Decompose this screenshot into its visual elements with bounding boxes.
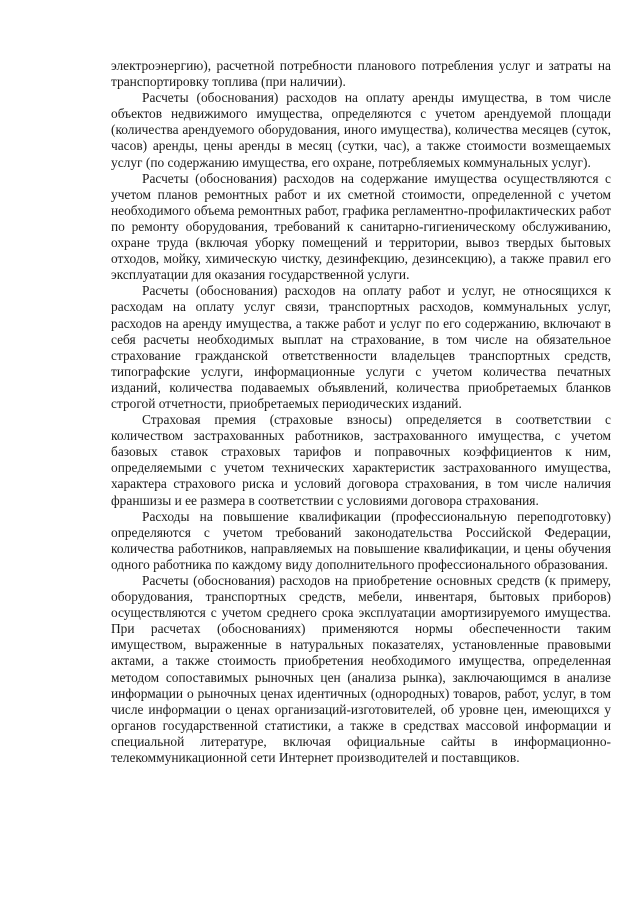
paragraph-insurance-premium: Страховая премия (страховые взносы) определяется в соответствии с количеством застрахованных работников, застрахованного имущества, с учетом базовых ставок страховых тарифов и поправочных коэффициентов к ним, определяемыми с учетом технических характеристик застрахованного имущества, характера страхового риска и условий договора страхования, в том числе наличия франшизы и ее размера в соответствии с условиями договора страхования. xyxy=(111,412,611,508)
paragraph-continued-energy: электроэнергию), расчетной потребности планового потребления услуг и затраты на транспортировку топлива (при наличии). xyxy=(111,58,611,90)
paragraph-professional-training: Расходы на повышение квалификации (профессиональную переподготовку) определяются с учетом требований законодательства Российской Федерации, количества работников, направляемых на повышение квалификации, и цены обучения одного работника по каждому виду дополнительного профессионального образования. xyxy=(111,508,611,572)
paragraph-fixed-assets: Расчеты (обоснования) расходов на приобретение основных средств (к примеру, оборудования, транспортных средств, мебели, инвентаря, бытовых приборов) осуществляются с учетом среднего срока эксплуатации амортизируемого имущества. При расчетах (обоснованиях) применяются нормы обеспеченности таким имуществом, выраженные в натуральных показателях, установленные правовыми актами, а также стоимость приобретения необходимого имущества, определенная методом сопоставимых рыночных цен (анализа рынка), заключающимся в анализе информации о рыночных ценах идентичных (однородных) товаров, работ, услуг, в том числе информации о ценах организаций-изготовителей, об уровне цен, имеющихся у органов государственной статистики, а также в средствах массовой информации и специальной литературе, включая официальные сайты в информационно-телекоммуникационной сети Интернет производителей и поставщиков. xyxy=(111,573,611,766)
paragraph-property-maintenance: Расчеты (обоснования) расходов на содержание имущества осуществляются с учетом планов ремонтных работ и их сметной стоимости, определенной с учетом необходимого объема ремонтных работ, графика регламентно-профилактических работ по ремонту оборудования, требований к санитарно-гигиеническому обслуживанию, охране труда (включая уборку помещений и территории, вывоз твердых бытовых отходов, мойку, химическую чистку, дезинфекцию, дезинсекцию), а также правил его эксплуатации для оказания государственной услуги. xyxy=(111,170,611,283)
document-body xyxy=(111,58,611,766)
paragraph-property-rent: Расчеты (обоснования) расходов на оплату аренды имущества, в том числе объектов недвижимого имущества, определяются с учетом арендуемой площади (количества арендуемого оборудования, иного имущества), количества месяцев (суток, часов) аренды, цены аренды в месяц (сутки, час), а также стоимости возмещаемых услуг (по содержанию имущества, его охране, потребляемых коммунальных услуг). xyxy=(111,90,611,170)
paragraph-other-works-services: Расчеты (обоснования) расходов на оплату работ и услуг, не относящихся к расходам на оплату услуг связи, транспортных расходов, коммунальных услуг, расходов на аренду имущества, а также работ и услуг по его содержанию, включают в себя расчеты необходимых выплат на страхование, в том числе на обязательное страхование гражданской ответственности владельцев транспортных средств, типографские услуги, информационные услуги с учетом количества печатных изданий, количества подаваемых объявлений, количества приобретаемых бланков строгой отчетности, приобретаемых периодических изданий. xyxy=(111,283,611,411)
